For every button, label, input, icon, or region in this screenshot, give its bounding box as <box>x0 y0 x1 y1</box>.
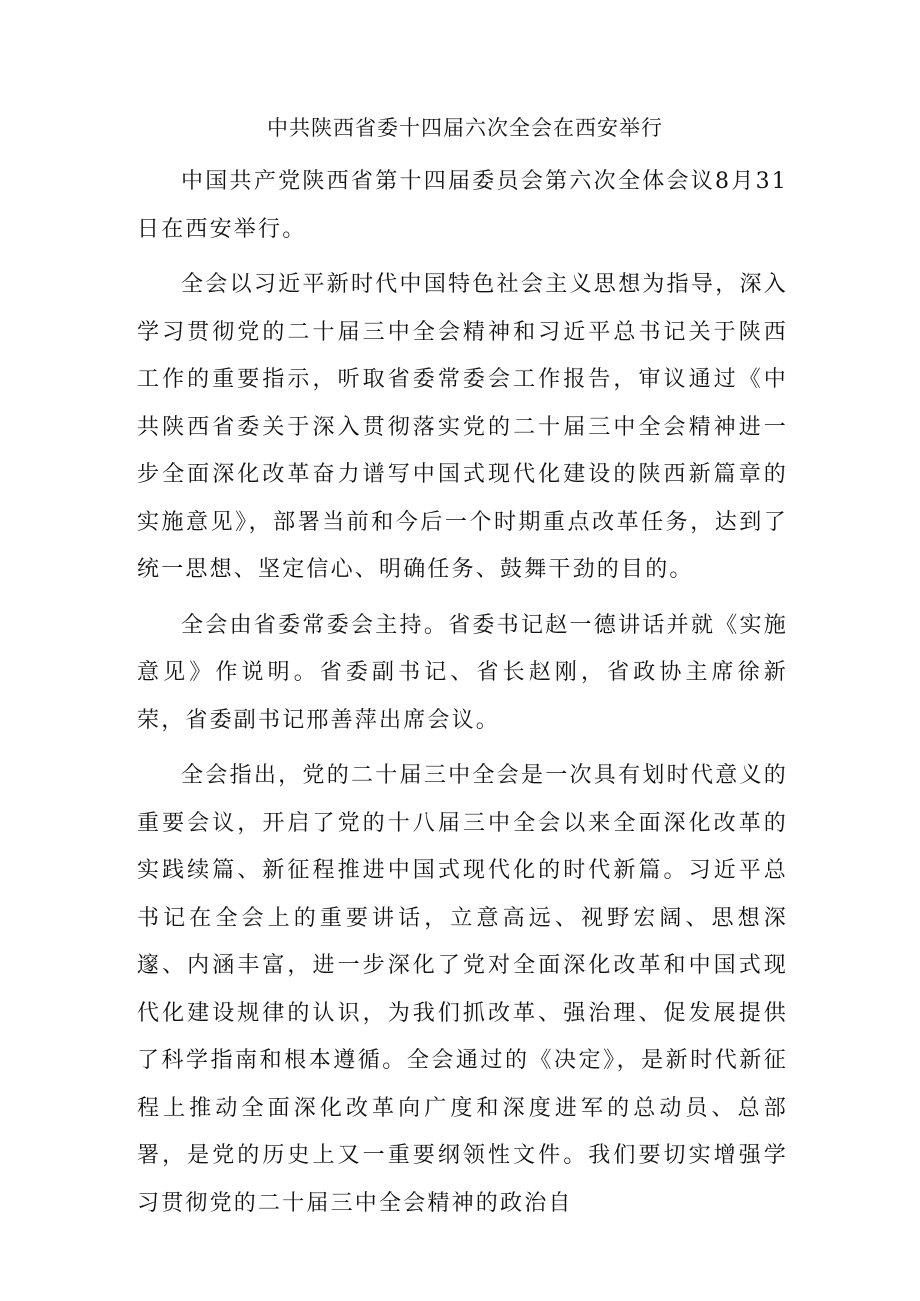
paragraph-attendance: 全会由省委常委会主持。省委书记赵一德讲话并就《实施意见》作说明。省委副书记、省长赵刚，省政协主席徐新荣，省委副书记邢善萍出席会议。 <box>137 612 788 733</box>
document-title: 中共陕西省委十四届六次全会在西安举行 <box>267 116 663 140</box>
paragraph-opening: 中国共产党陕西省第十四届委员会第六次全体会议8月31日在西安举行。 <box>137 169 788 242</box>
paragraph-guidance: 全会以习近平新时代中国特色社会主义思想为指导，深入学习贯彻党的二十届三中全会精神和习近平总书记关于陕西工作的重要指示，听取省委常委会工作报告，审议通过《中共陕西省委关于深入贯彻落实党的二十届三中全会精神进一步全面深化改革奋力谱写中国式现代化建设的陕西新篇章的实施意见》，部署当前和今后一个时期重点改革任务，达到了统一思想、坚定信心、明确任务、鼓舞干劲的目的。 <box>137 272 788 582</box>
paragraph-plenary-remarks: 全会指出，党的二十届三中全会是一次具有划时代意义的重要会议，开启了党的十八届三中全会以来全面深化改革的实践续篇、新征程推进中国式现代化的时代新篇。习近平总书记在全会上的重要讲话，立意高远、视野宏阔、思想深邃、内涵丰富，进一步深化了党对全面深化改革和中国式现代化建设规律的认识，为我们抓改革、强治理、促发展提供了科学指南和根本遵循。全会通过的《决定》，是新时代新征程上推动全面深化改革向广度和深度进军的总动员、总部署，是党的历史上又一重要纲领性文件。我们要切实增强学习贯彻党的二十届三中全会精神的政治自 <box>137 763 788 1216</box>
